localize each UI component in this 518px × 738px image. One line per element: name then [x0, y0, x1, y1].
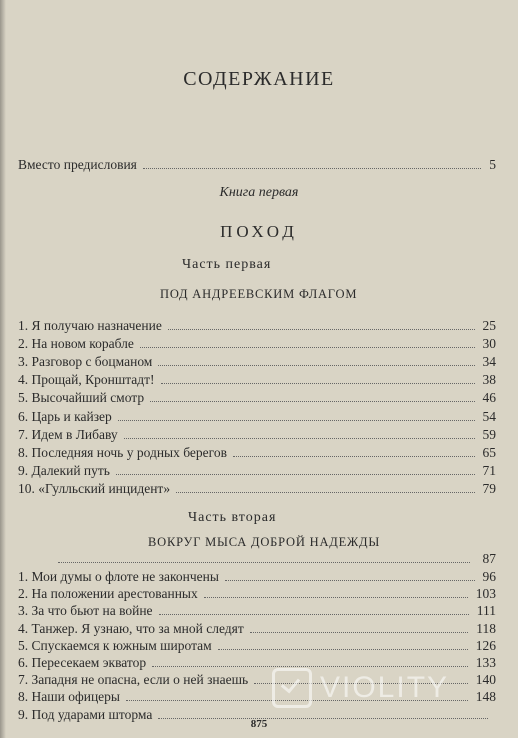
page-spine-shadow [0, 0, 6, 738]
toc-entry [18, 601, 496, 620]
toc-entry-title: 6. Пересекаем экватор [18, 655, 147, 670]
toc-entry-page: 30 [482, 336, 496, 352]
dot-leader [158, 364, 474, 366]
part1-label: Часть первая [182, 257, 272, 272]
part2-first-page: 87 [482, 551, 496, 566]
toc-entry-title: 3. За что бьют на войне [18, 603, 153, 619]
toc-entry-title: 4. Прощай, Кронштадт! [18, 372, 155, 388]
toc-entry-page: 79 [482, 480, 496, 496]
toc-entry [18, 316, 496, 335]
toc-entry-page: 103 [475, 586, 496, 602]
toc-entry-title: 4. Танжер. Я узнаю, что за мной следят [18, 620, 244, 636]
dot-leader [225, 579, 475, 581]
toc-entry-title: 2. На новом корабле [18, 336, 134, 352]
toc-title: СОДЕРЖАНИЕ [183, 68, 335, 90]
toc-entry-page: 34 [482, 354, 496, 370]
dot-leader [176, 491, 474, 493]
part1-title: ПОД АНДРЕЕВСКИМ ФЛАГОМ [160, 287, 358, 301]
toc-entry [18, 443, 496, 462]
toc-entry [18, 425, 496, 444]
toc-entry-title: 8. Наши офицеры [18, 689, 120, 705]
toc-entry-page: 126 [475, 637, 496, 653]
toc-entry-page: 71 [482, 462, 496, 478]
toc-entry-title: 8. Последняя ночь у родных берегов [18, 444, 227, 460]
dot-leader [116, 473, 475, 475]
toc-entry [18, 334, 496, 353]
toc-entry-page: 118 [476, 620, 496, 636]
toc-entry [18, 370, 496, 389]
dot-leader [150, 400, 474, 402]
dot-leader [159, 613, 469, 615]
toc-entry-title: 7. Западня не опасна, если о ней знаешь [18, 672, 249, 688]
toc-entry-page: 148 [475, 689, 496, 705]
toc-entry [18, 407, 496, 426]
toc-entry-page: 59 [482, 426, 496, 442]
toc-entry-intro [18, 155, 496, 174]
toc-entry-title: 5. Высочайший смотр [18, 390, 145, 406]
toc-entry-page: 54 [482, 408, 496, 424]
watermark-text: VIOLITY [320, 671, 450, 704]
toc-entry-page: 65 [482, 444, 496, 460]
dot-leader [233, 455, 475, 457]
toc-entry [18, 619, 496, 638]
dot-leader [161, 382, 475, 384]
part2-first-page-row [18, 549, 496, 568]
toc-entry-title: 2. На положении арестованных [18, 586, 198, 602]
dot-leader [118, 419, 475, 421]
toc-entry [18, 388, 496, 407]
toc-entry-title: 6. Царь и кайзер [18, 408, 112, 424]
toc-entry-page: 133 [475, 655, 496, 670]
toc-entry-title: 3. Разговор с боцманом [18, 354, 153, 370]
dot-leader [250, 631, 468, 633]
book-title: ПОХОД [220, 222, 298, 241]
part2-title: ВОКРУГ МЫСА ДОБРОЙ НАДЕЖДЫ [148, 535, 381, 549]
toc-entry-title: 9. Под ударами шторма [18, 706, 153, 722]
page-number: 875 [250, 718, 268, 730]
dot-leader [124, 437, 475, 439]
dot-leader [152, 665, 468, 667]
toc-entry-title: 9. Далекий путь [18, 462, 110, 478]
toc-entry-page: 96 [482, 569, 496, 584]
toc-entry-page: 46 [482, 390, 496, 406]
part2-label: Часть вторая [188, 510, 277, 525]
toc-entry [18, 636, 496, 655]
toc-entry [18, 584, 496, 603]
toc-entry-title: 5. Спускаемся к южным широтам [18, 637, 212, 653]
toc-entry-page: 38 [482, 372, 496, 388]
dot-leader [58, 561, 470, 563]
toc-entry-title: 7. Идем в Либаву [18, 426, 118, 442]
dot-leader [168, 328, 475, 330]
watermark [272, 668, 449, 708]
book-label: Книга первая [219, 185, 299, 200]
toc-entry-title: 10. «Гулльский инцидент» [18, 480, 171, 496]
toc-entry [18, 567, 496, 586]
dot-leader [143, 167, 481, 169]
dot-leader [140, 346, 475, 348]
dot-leader [218, 648, 468, 650]
toc-entry-title: 1. Я получаю назначение [18, 318, 162, 333]
toc-entry-page: 5 [489, 157, 496, 172]
toc-entry-page: 140 [475, 672, 496, 688]
dot-leader [204, 596, 468, 598]
toc-entry [18, 352, 496, 371]
toc-entry [18, 461, 496, 480]
checkmark-logo-icon [272, 668, 312, 708]
toc-entry-page: 111 [476, 603, 496, 619]
toc-entry [18, 479, 496, 498]
toc-entry-title: Вместо предисловия [18, 157, 137, 172]
toc-entry-page: 25 [482, 318, 496, 333]
toc-entry-title: 1. Мои думы о флоте не закончены [18, 569, 219, 584]
